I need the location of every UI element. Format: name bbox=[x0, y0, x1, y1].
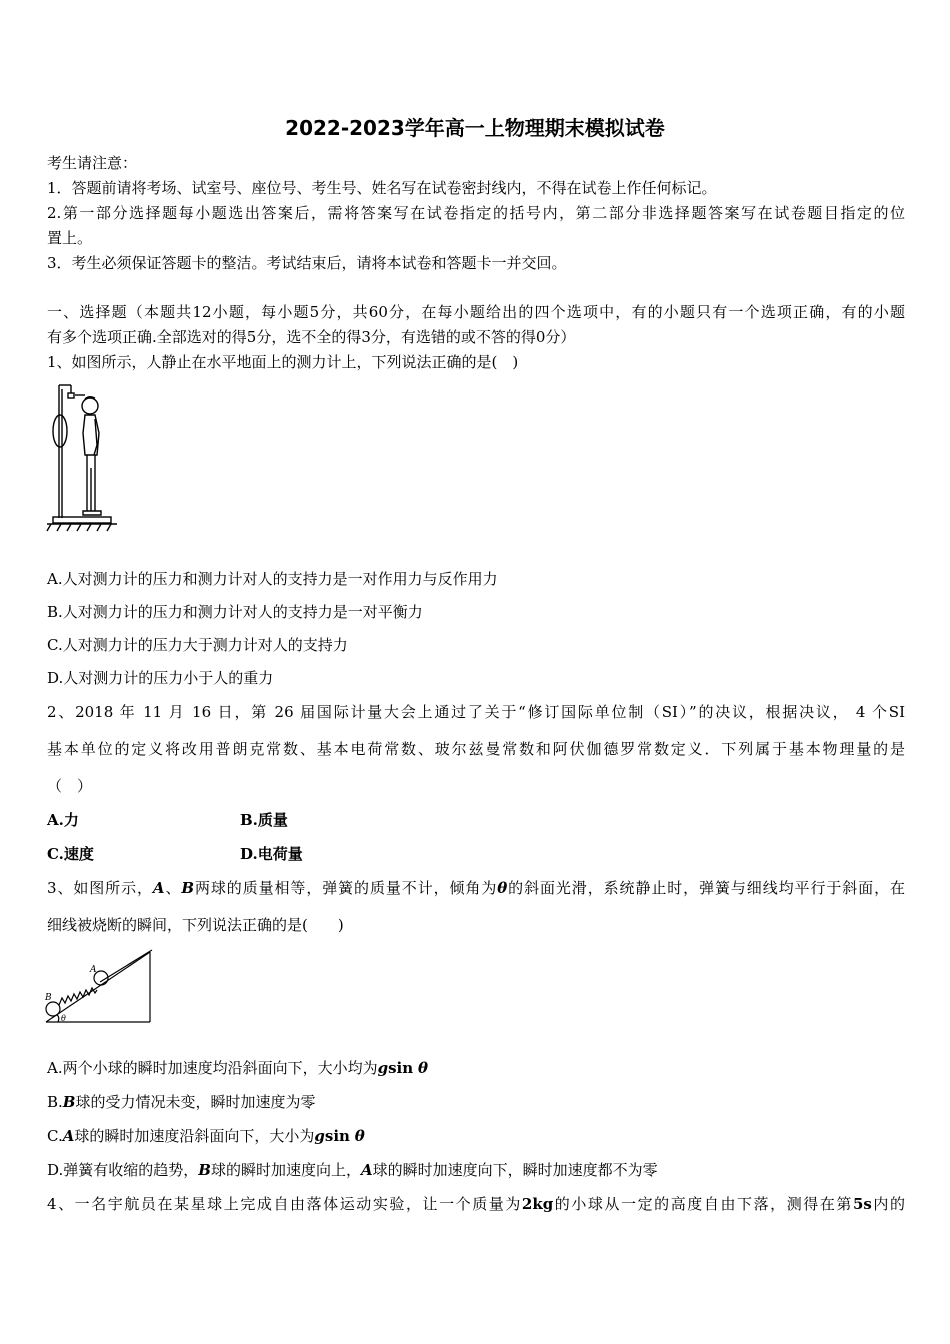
q1-option-b: B.人对测力计的压力和测力计对人的支持力是一对平衡力 bbox=[47, 603, 423, 621]
q3-stem-line1: 3、如图所示，A、B两球的质量相等，弹簧的质量不计，倾角为θ的斜面光滑，系统静止时，弹簧与细线均平行于斜面，在 bbox=[47, 879, 905, 897]
q2-option-b: B.质量 bbox=[240, 811, 288, 829]
fig-label-b: B bbox=[45, 993, 52, 1003]
q3-option-b: B.B球的受力情况未变，瞬时加速度为零 bbox=[47, 1093, 316, 1111]
q2-option-c: C.速度 bbox=[47, 845, 94, 863]
q4-stem: 4、一名宇航员在某星球上完成自由落体运动实验，让一个质量为2kg的小球从一定的高度自由下落，测得在第5s内的 bbox=[47, 1195, 905, 1213]
q1-option-c: C.人对测力计的压力大于测力计对人的支持力 bbox=[47, 636, 348, 654]
scale-person-figure bbox=[45, 383, 135, 538]
section-instructions-line1: 一、选择题（本题共12小题，每小题5分，共60分，在每小题给出的四个选项中，有的小题只有一个选项正确，有的小题 bbox=[47, 303, 905, 321]
q1-stem: 1、如图所示，人静止在水平地面上的测力计上，下列说法正确的是( ) bbox=[47, 353, 519, 371]
fig-label-theta: θ bbox=[61, 1014, 66, 1023]
section-instructions-line2: 有多个选项正确.全部选对的得5分，选不全的得3分，有选错的或不答的得0分） bbox=[47, 328, 576, 346]
notice-item-1: 1．答题前请将考场、试室号、座位号、考生号、姓名写在试卷密封线内，不得在试卷上作任何标记。 bbox=[47, 179, 717, 197]
q2-stem-line1: 2、2018 年 11 月 16 日，第 26 届国际计量大会上通过了关于“修订国际单位制（SI）”的决议，根据决议， 4 个SI bbox=[47, 703, 905, 721]
q2-stem-line3: （ ） bbox=[47, 777, 93, 795]
notice-item-2-cont: 置上。 bbox=[47, 229, 93, 247]
notice-item-2: 2.第一部分选择题每小题选出答案后，需将答案写在试卷指定的括号内，第二部分非选择题答案写在试卷题目指定的位 bbox=[47, 204, 905, 222]
q1-option-d: D.人对测力计的压力小于人的重力 bbox=[47, 669, 274, 687]
q2-option-d: D.电荷量 bbox=[240, 845, 303, 863]
q3-option-c: C.A球的瞬时加速度沿斜面向下，大小为gsin θ bbox=[47, 1127, 365, 1145]
q3-stem-line2: 细线被烧断的瞬间，下列说法正确的是( ) bbox=[47, 916, 344, 934]
q3-option-a: A.两个小球的瞬时加速度均沿斜面向下，大小均为gsin θ bbox=[47, 1059, 428, 1077]
notice-item-3: 3．考生必须保证答题卡的整洁。考试结束后，请将本试卷和答题卡一并交回。 bbox=[47, 254, 567, 272]
notice-heading: 考生请注意： bbox=[47, 154, 138, 172]
page-title: 2022-2023学年高一上物理期末模拟试卷 bbox=[285, 116, 665, 140]
q1-option-a: A.人对测力计的压力和测力计对人的支持力是一对作用力与反作用力 bbox=[47, 570, 498, 588]
fig-label-a: A bbox=[90, 965, 97, 975]
q3-option-d: D.弹簧有收缩的趋势，B球的瞬时加速度向上，A球的瞬时加速度向下，瞬时加速度都不为零 bbox=[47, 1161, 658, 1179]
q2-option-a: A.力 bbox=[47, 811, 79, 829]
incline-spring-figure bbox=[40, 948, 160, 1030]
q2-stem-line2: 基本单位的定义将改用普朗克常数、基本电荷常数、玻尔兹曼常数和阿伏伽德罗常数定义．下列属于基本物理量的是 bbox=[47, 740, 905, 758]
